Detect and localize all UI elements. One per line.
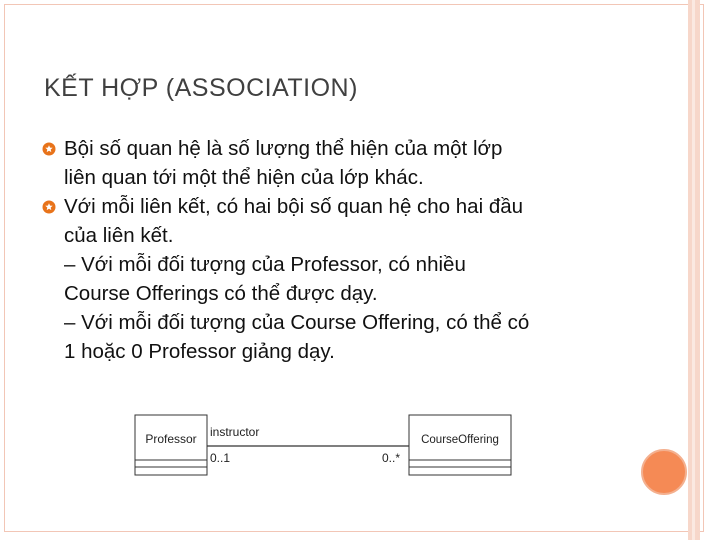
sub-points — [42, 250, 642, 366]
uml-association-diagram — [130, 410, 520, 480]
professor-class-name: Professor — [145, 432, 197, 446]
bullet-line: Với mỗi liên kết, có hai bội số quan hệ cho hai đầu — [64, 195, 524, 218]
bullet-item — [42, 192, 642, 250]
bullet-item — [42, 134, 642, 192]
bullet-line: liên quan tới một thể hiện của lớp khác. — [64, 166, 424, 189]
left-multiplicity: 0..1 — [210, 451, 231, 465]
sub-line: Course Offerings có thể được dạy. — [64, 282, 378, 305]
slide-title: KẾT HỢP (ASSOCIATION) — [44, 74, 358, 102]
sub-line: – Với mỗi đối tượng của Professor, có nhiều — [64, 253, 466, 276]
slide-body — [42, 134, 642, 366]
sub-line: – Với mỗi đối tượng của Course Offering, có thể có — [64, 311, 530, 334]
role-label: instructor — [210, 425, 260, 439]
decorative-circle — [641, 449, 687, 495]
bullet-line: của liên kết. — [64, 224, 174, 247]
slide-side-bar-highlight — [692, 0, 695, 540]
right-multiplicity: 0..* — [382, 451, 401, 465]
bullet-marker-icon — [42, 142, 56, 156]
professor-class-box — [135, 415, 207, 475]
bullet-marker-icon — [42, 200, 56, 214]
course-offering-class-name: CourseOffering — [421, 434, 499, 446]
sub-line: 1 hoặc 0 Professor giảng dạy. — [64, 340, 335, 363]
bullet-line: Bội số quan hệ là số lượng thể hiện của một lớp — [64, 137, 503, 160]
course-offering-class-box — [409, 415, 511, 475]
